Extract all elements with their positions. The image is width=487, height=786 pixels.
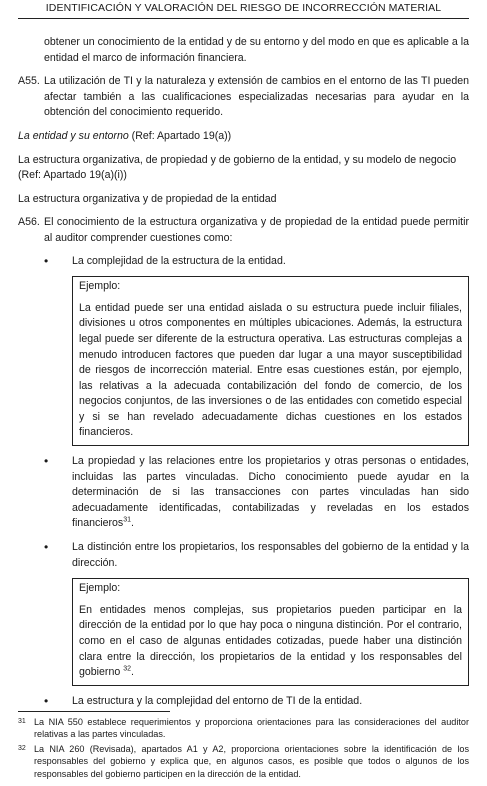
bullet-item — [44, 454, 469, 532]
bullet-body: La propiedad y las relaciones entre los propietarios y otras personas o entidades, incluidas las partes vinculadas. Dicho conocimiento puede ayudar en la determinación de si las transacciones con partes vinculadas han sido adecuadamente identificadas, contabilizadas y reveladas en los estados financieros — [72, 455, 469, 530]
bullet-item — [44, 694, 469, 710]
paragraph-number: A55. — [18, 75, 40, 88]
example-box — [72, 276, 469, 446]
paragraph-number: A56. — [18, 216, 40, 229]
footnote-reference: 31 — [123, 516, 132, 524]
footnote-text: La NIA 260 (Revisada), apartados A1 y A2, proporciona orientaciones sobre la identificación de los responsables del gobierno y explica que, en algunos casos, es posible que todos o algunos de los responsables del gobierno participen en la dirección de la entidad. — [34, 743, 469, 779]
bullet-text: La complejidad de la estructura de la entidad. — [72, 254, 286, 267]
footnote — [18, 743, 469, 780]
paragraph-text: El conocimiento de la estructura organizativa y de propiedad de la entidad puede permitir al auditor comprender cuestiones como: — [44, 216, 469, 244]
example-text: La entidad puede ser una entidad aislada o su estructura puede incluir filiales, divisiones u otros componentes en múltiples ubicaciones. Además, la estructura legal puede ser diferente de la estructura operativa. Las estructuras complejas a menudo introducen factores que pueden dar lugar a una mayor susceptibilidad de riesgos de incorrección material. Entre esas cuestiones están, por ejemplo, las relativas a la adecuada contabilización del fondo de comercio, de los negocios conjuntos, de las inversiones o de las entidades con cometido especial y si se han revelado adecuadamente dichas cuestiones en los estados financieros. — [79, 301, 462, 439]
example-text: En entidades menos complejas, sus propietarios pueden participar en la dirección de la entidad por lo que hay poca o ninguna distinción. Por el contrario, como en el caso de algunas entidades cotizadas, puede haber una distinción clara entre la dirección, los propietarios de la entidad y los responsables del gobierno $^{32}$. — [79, 603, 462, 679]
example-box — [72, 578, 469, 686]
bullet-item — [44, 540, 469, 571]
example-body: En entidades menos complejas, sus propietarios pueden participar en la dirección de la entidad por lo que hay poca o ninguna distinción. Por el contrario, como en el caso de algunas entidades cotizadas, puede haber una distinción clara entre la dirección, los propietarios de la entidad y los responsables del gobierno — [79, 603, 462, 679]
heading-reference: (Ref: Apartado 19(a)) — [128, 129, 232, 142]
paragraph-a55 — [18, 74, 469, 121]
subheading-structure-governance: La estructura organizativa, de propiedad y de gobierno de la entidad, y su modelo de negocio (Ref: Apartado 19(a)(i)) — [18, 153, 457, 182]
footnote — [18, 716, 469, 741]
example-label: Ejemplo: — [79, 582, 121, 595]
header-rule — [18, 18, 469, 19]
document-body — [18, 35, 469, 709]
footnote-number: 32 — [18, 744, 26, 752]
paragraph-a56 — [18, 215, 469, 246]
subheading-organizational-structure: La estructura organizativa y de propiedad de la entidad — [18, 192, 277, 205]
bullet-text: La estructura y la complejidad del entorno de TI de la entidad. — [72, 694, 363, 707]
bullet-marker: • — [44, 540, 49, 555]
footnotes — [18, 716, 469, 782]
footnote-rule — [18, 711, 170, 712]
bullet-text: La propiedad y las relaciones entre los propietarios y otras personas o entidades, incluidas las partes vinculadas. Dicho conocimiento puede ayudar en la determinación de si las transacciones con partes vinculadas han sido adecuadamente identificadas, contabilizadas y reveladas en los estados financieros$^{31}$. — [72, 455, 469, 530]
bullet-marker: • — [44, 693, 49, 708]
example-label: Ejemplo: — [79, 280, 121, 293]
running-header: IDENTIFICACIÓN Y VALORACIÓN DEL RIESGO DE INCORRECCIÓN MATERIAL — [45, 2, 442, 14]
continuation-paragraph: obtener un conocimiento de la entidad y de su entorno y del modo en que es aplicable a la entidad el marco de información financiera. — [44, 36, 469, 64]
footnote-number: 31 — [18, 718, 26, 725]
footnote-text: La NIA 550 establece requerimientos y proporciona orientaciones para las consideraciones del auditor relativas a las partes vinculadas. — [34, 717, 469, 740]
bullet-text: La distinción entre los propietarios, los responsables del gobierno de la entidad y la dirección. — [72, 541, 469, 569]
heading-italic: La entidad y su entorno — [18, 129, 129, 142]
footnote-reference: 32 — [123, 665, 131, 673]
bullet-marker: • — [44, 454, 49, 469]
section-heading — [18, 129, 469, 145]
bullet-marker: • — [44, 253, 49, 268]
bullet-item — [44, 254, 469, 270]
paragraph-text: La utilización de TI y la naturaleza y extensión de cambios en el entorno de las TI pueden afectar también a las cualificaciones especializadas necesarias para ayudar en la obtención del conocimiento requerido. — [44, 75, 469, 119]
